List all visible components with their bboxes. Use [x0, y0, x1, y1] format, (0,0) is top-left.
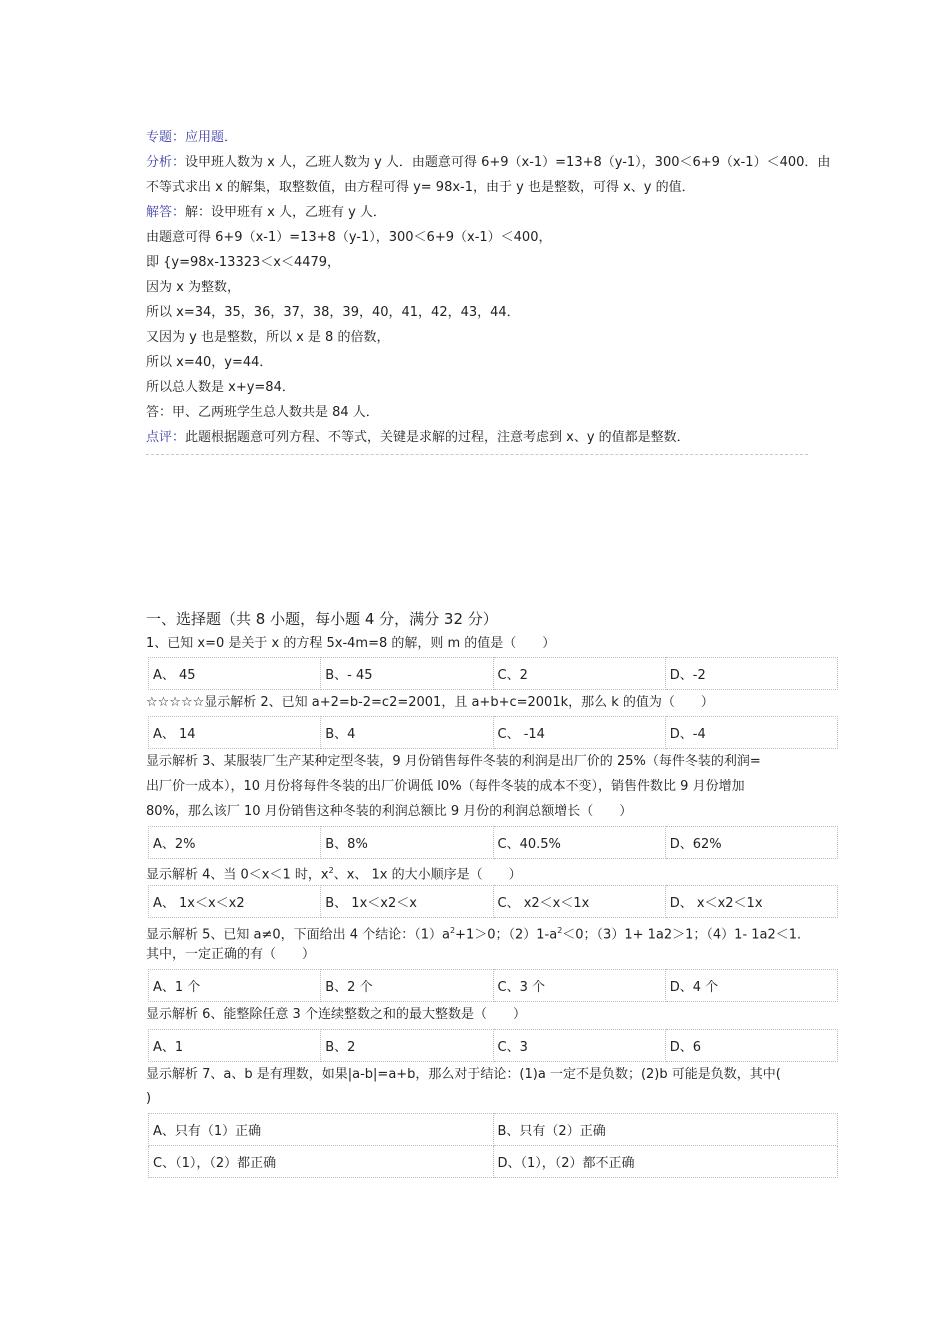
answer-line-9: 答：甲、乙两班学生总人数共是 84 人． [146, 405, 379, 420]
option-b[interactable]: B、只有（2）正确 [493, 1114, 838, 1146]
question-6-stem: 显示解析 6、能整除任意 3 个连续整数之和的最大整数是（ ） [146, 1007, 526, 1022]
option-b[interactable]: B、8% [321, 827, 493, 859]
answer-line-1 [146, 204, 386, 222]
comment-label: 点评： [146, 430, 186, 445]
topic-line [146, 129, 237, 147]
question-4-stem-part: 显示解析 4、当 0＜x＜1 时，x [146, 867, 329, 883]
option-d[interactable]: D、6 [665, 1030, 837, 1062]
option-c[interactable]: C、2 [493, 658, 665, 690]
answer-line-2: 由题意可得 6+9（x-1）=13+8（y-1），300＜6+9（x-1）＜400， [146, 230, 552, 245]
option-b[interactable]: B、2 [321, 1030, 493, 1062]
superscript: 2 [557, 926, 563, 935]
question-1-stem: 1、已知 x=0 是关于 x 的方程 5x-4m=8 的解，则 m 的值是（ ） [146, 636, 556, 651]
option-c[interactable]: C、（1），（2）都正确 [149, 1146, 494, 1178]
option-a[interactable]: A、 14 [149, 717, 321, 749]
option-c[interactable]: C、3 个 [493, 970, 665, 1002]
option-b[interactable]: B、 1x＜x2＜x [321, 886, 493, 918]
question-2-options [148, 716, 838, 749]
answer-label: 解答： [146, 205, 186, 220]
option-d[interactable]: D、 x＜x2＜1x [665, 886, 837, 918]
question-3-stem-3: 80%，那么该厂 10 月份销售这种冬装的利润总额比 9 月份的利润总额增长（ ） [146, 804, 633, 819]
option-b[interactable]: B、2 个 [321, 970, 493, 1002]
question-5-stem-part: 显示解析 5、已知 a≠0，下面给出 4 个结论：（1）a [146, 927, 450, 943]
option-d[interactable]: D、（1），（2）都不正确 [493, 1146, 838, 1178]
option-d[interactable]: D、-4 [665, 717, 837, 749]
question-5-options [148, 969, 838, 1002]
answer-line-5: 所以 x=34，35，36，37，38，39，40，41，42，43，44． [146, 305, 520, 320]
comment-text: 此题根据题意可列方程、不等式，关键是求解的过程，注意考虑到 x、y 的值都是整数． [185, 430, 690, 445]
answer-line-7: 所以 x=40，y=44． [146, 355, 273, 370]
question-6-options [148, 1029, 838, 1062]
analysis-label: 分析： [146, 155, 186, 170]
option-c[interactable]: C、 x2＜x＜1x [493, 886, 665, 918]
answer-text: 解：设甲班有 x 人，乙班有 y 人． [185, 205, 386, 220]
question-5-stem [146, 922, 801, 944]
option-a[interactable]: A、1 个 [149, 970, 321, 1002]
question-3-stem-2: 出厂价一成本），10 月份将每件冬装的出厂价调低 l0%（每件冬装的成本不变），销售件数比 9 月份增加 [146, 779, 745, 794]
analysis-line-2: 不等式求出 x 的解集，取整数值，由方程可得 y= 98x-1，由于 y 也是整数，可得 x、y 的值． [146, 180, 695, 195]
option-a[interactable]: A、 45 [149, 658, 321, 690]
answer-line-4: 因为 x 为整数， [146, 280, 240, 295]
option-d[interactable]: D、62% [665, 827, 837, 859]
answer-line-3: 即 {y=98x-13323＜x＜4479， [146, 255, 341, 270]
question-7-stem-2: ) [146, 1091, 152, 1106]
topic-label: 专题： [146, 130, 186, 145]
option-b[interactable]: B、4 [321, 717, 493, 749]
question-5-stem-part: ＜0；（3）1+ 1a2＞1；（4）1- 1a2＜1. [562, 927, 802, 943]
question-7-options [148, 1113, 838, 1178]
question-3-options [148, 826, 838, 859]
superscript: 2 [449, 926, 456, 935]
section-title: 一、选择题（共 8 小题，每小题 4 分，满分 32 分） [146, 610, 498, 628]
question-5-stem-part: +1＞0；（2）1-a [455, 927, 558, 943]
dashed-divider [146, 454, 808, 455]
question-5-stem-2: 其中，一定正确的有（ ） [146, 947, 316, 962]
analysis-text-1: 设甲班人数为 x 人，乙班人数为 y 人．由题意可得 6+9（x-1）=13+8（y-1），300＜6+9（x-1）＜400．由 [185, 155, 831, 170]
question-4-stem [146, 862, 522, 884]
answer-line-8: 所以总人数是 x+y=84． [146, 380, 295, 395]
option-d[interactable]: D、-2 [665, 658, 837, 690]
superscript: 2 [328, 866, 334, 875]
option-a[interactable]: A、2% [149, 827, 321, 859]
question-2-stem: ☆☆☆☆☆显示解析 2、已知 a+2=b-2=c2=2001，且 a+b+c=2001k，那么 k 的值为（ ） [146, 695, 714, 710]
option-c[interactable]: C、3 [493, 1030, 665, 1062]
option-a[interactable]: A、1 [149, 1030, 321, 1062]
analysis-line-1 [146, 154, 830, 172]
option-b[interactable]: B、- 45 [321, 658, 493, 690]
question-1-options [148, 657, 838, 690]
question-3-stem-1: 显示解析 3、某服装厂生产某种定型冬装，9 月份销售每件冬装的利润是出厂价的 25%（每件冬装的利润= [146, 754, 761, 769]
question-7-stem-1: 显示解析 7、a、b 是有理数，如果|a-b|=a+b，那么对于结论：(1)a 一定不是负数；(2)b 可能是负数，其中( [146, 1067, 781, 1082]
answer-line-6: 又因为 y 也是整数，所以 x 是 8 的倍数， [146, 330, 390, 345]
option-a[interactable]: A、只有（1）正确 [149, 1114, 494, 1146]
option-c[interactable]: C、40.5% [493, 827, 665, 859]
option-d[interactable]: D、4 个 [665, 970, 837, 1002]
question-4-stem-part: 、x、 1x 的大小顺序是（ ） [333, 867, 522, 883]
option-c[interactable]: C、 -14 [493, 717, 665, 749]
comment-line [146, 429, 690, 447]
topic-text: 应用题． [185, 130, 238, 145]
option-a[interactable]: A、 1x＜x＜x2 [149, 886, 321, 918]
question-4-options [148, 885, 838, 918]
